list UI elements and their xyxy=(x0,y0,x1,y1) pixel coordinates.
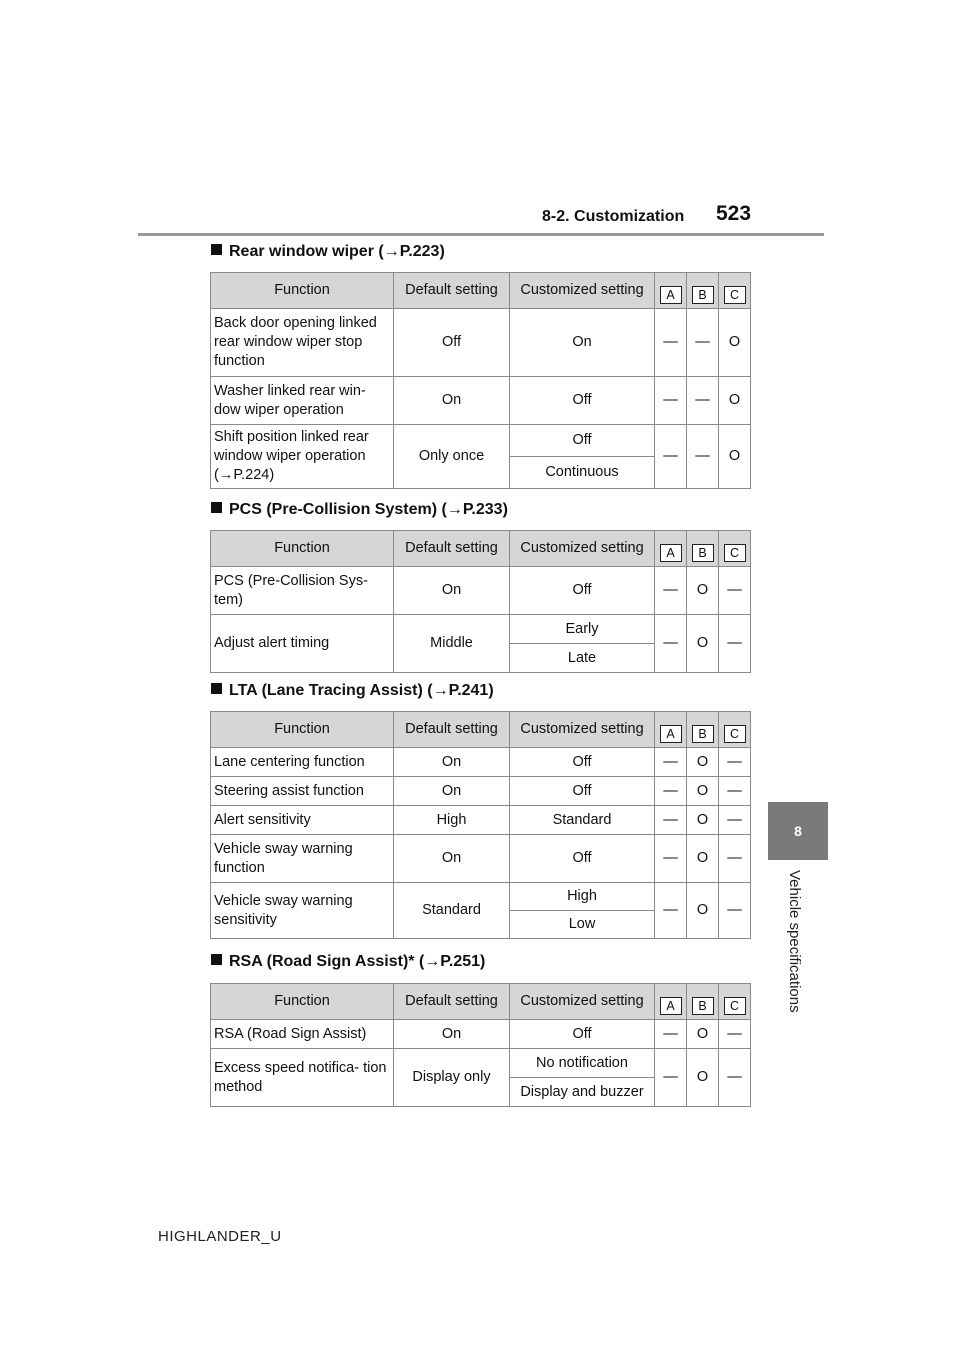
function-cell: Washer linked rear win- dow wiper operation xyxy=(211,377,394,425)
mark-a-cell: — xyxy=(655,777,687,806)
col-default: Default setting xyxy=(394,984,510,1020)
table-row xyxy=(211,1049,751,1078)
table-row xyxy=(211,883,751,911)
col-b-label: B xyxy=(692,997,714,1015)
mark-a-cell: — xyxy=(655,309,687,377)
mark-b-cell: — xyxy=(687,309,719,377)
col-b-label: B xyxy=(692,286,714,304)
mark-b-cell: O xyxy=(687,835,719,883)
function-cell: Shift position linked rear window wiper operation (→P.224) xyxy=(211,425,394,489)
default-cell: Off xyxy=(394,309,510,377)
default-cell: Middle xyxy=(394,615,510,673)
col-b xyxy=(687,531,719,567)
square-bullet-icon xyxy=(211,244,222,255)
heading-text: PCS (Pre-Collision System) (→P.233) xyxy=(229,501,508,518)
mark-b-cell: O xyxy=(687,806,719,835)
mark-c-cell: — xyxy=(719,806,751,835)
col-default: Default setting xyxy=(394,531,510,567)
header-row xyxy=(211,273,751,309)
mark-b-cell: O xyxy=(687,748,719,777)
mark-c-cell: O xyxy=(719,377,751,425)
table-row xyxy=(211,748,751,777)
col-a xyxy=(655,531,687,567)
customized-cell: Off xyxy=(510,377,655,425)
col-customized: Customized setting xyxy=(510,273,655,309)
function-cell: Steering assist function xyxy=(211,777,394,806)
mark-a-cell: — xyxy=(655,748,687,777)
col-c xyxy=(719,531,751,567)
customized-cell: Early xyxy=(510,615,655,644)
table-row xyxy=(211,615,751,644)
customized-cell: Off xyxy=(510,748,655,777)
mark-b-cell: O xyxy=(687,567,719,615)
default-cell: On xyxy=(394,377,510,425)
customized-cell: Off xyxy=(510,567,655,615)
customized-cell: Late xyxy=(510,644,655,673)
mark-c-cell: — xyxy=(719,835,751,883)
col-function: Function xyxy=(211,273,394,309)
mark-c-cell: — xyxy=(719,1020,751,1049)
table-pcs xyxy=(210,530,751,673)
header-title: 8-2. Customization xyxy=(542,208,685,225)
customized-cell: High xyxy=(510,883,655,911)
col-b-label: B xyxy=(692,725,714,743)
mark-b-cell: O xyxy=(687,615,719,673)
col-a xyxy=(655,712,687,748)
mark-a-cell: — xyxy=(655,1020,687,1049)
col-c-label: C xyxy=(724,997,746,1015)
default-cell: Only once xyxy=(394,425,510,489)
heading-text: Rear window wiper (→P.223) xyxy=(229,243,445,260)
table-row xyxy=(211,835,751,883)
customized-cell: Continuous xyxy=(510,457,655,489)
col-default: Default setting xyxy=(394,712,510,748)
col-a xyxy=(655,273,687,309)
mark-c-cell: — xyxy=(719,883,751,939)
customized-cell: Display and buzzer xyxy=(510,1078,655,1107)
default-cell: On xyxy=(394,567,510,615)
col-c-label: C xyxy=(724,286,746,304)
section-side-label: Vehicle specifications xyxy=(786,870,803,1013)
col-a-label: A xyxy=(660,725,682,743)
customized-cell: No notification xyxy=(510,1049,655,1078)
mark-b-cell: O xyxy=(687,883,719,939)
col-customized: Customized setting xyxy=(510,712,655,748)
section-heading-lta xyxy=(211,682,494,700)
section-heading-rsa xyxy=(211,953,485,971)
mark-a-cell: — xyxy=(655,377,687,425)
table-rsa xyxy=(210,983,751,1107)
mark-a-cell: — xyxy=(655,835,687,883)
col-b-label: B xyxy=(692,544,714,562)
table-row xyxy=(211,425,751,457)
mark-a-cell: — xyxy=(655,883,687,939)
default-cell: Display only xyxy=(394,1049,510,1107)
mark-b-cell: O xyxy=(687,1049,719,1107)
customized-cell: Off xyxy=(510,777,655,806)
mark-a-cell: — xyxy=(655,1049,687,1107)
col-c xyxy=(719,712,751,748)
default-cell: On xyxy=(394,835,510,883)
col-b xyxy=(687,712,719,748)
col-default: Default setting xyxy=(394,273,510,309)
section-heading-rear-wiper xyxy=(211,243,445,261)
col-c xyxy=(719,273,751,309)
mark-b-cell: — xyxy=(687,377,719,425)
customized-cell: Off xyxy=(510,1020,655,1049)
customized-cell: Standard xyxy=(510,806,655,835)
default-cell: On xyxy=(394,777,510,806)
table-row xyxy=(211,1020,751,1049)
table-rear-wiper xyxy=(210,272,751,489)
heading-text: LTA (Lane Tracing Assist) (→P.241) xyxy=(229,682,494,699)
header-row xyxy=(211,712,751,748)
function-cell: Vehicle sway warning sensitivity xyxy=(211,883,394,939)
mark-c-cell: O xyxy=(719,425,751,489)
function-cell: Adjust alert timing xyxy=(211,615,394,673)
customized-cell: Low xyxy=(510,911,655,939)
mark-a-cell: — xyxy=(655,806,687,835)
header-rule xyxy=(138,233,824,236)
col-a-label: A xyxy=(660,544,682,562)
table-row xyxy=(211,777,751,806)
mark-b-cell: — xyxy=(687,425,719,489)
default-cell: On xyxy=(394,1020,510,1049)
section-number-tab: 8 xyxy=(768,802,828,860)
table-row xyxy=(211,567,751,615)
mark-c-cell: — xyxy=(719,615,751,673)
customized-cell: Off xyxy=(510,835,655,883)
table-row xyxy=(211,309,751,377)
col-b xyxy=(687,984,719,1020)
section-heading-pcs xyxy=(211,501,508,519)
square-bullet-icon xyxy=(211,954,222,965)
mark-b-cell: O xyxy=(687,777,719,806)
col-c-label: C xyxy=(724,725,746,743)
col-a-label: A xyxy=(660,997,682,1015)
col-function: Function xyxy=(211,984,394,1020)
header-row xyxy=(211,531,751,567)
table-lta xyxy=(210,711,751,939)
mark-c-cell: — xyxy=(719,777,751,806)
square-bullet-icon xyxy=(211,683,222,694)
col-function: Function xyxy=(211,712,394,748)
function-cell: RSA (Road Sign Assist) xyxy=(211,1020,394,1049)
default-cell: High xyxy=(394,806,510,835)
header-row xyxy=(211,984,751,1020)
col-a xyxy=(655,984,687,1020)
default-cell: Standard xyxy=(394,883,510,939)
heading-text: RSA (Road Sign Assist)* (→P.251) xyxy=(229,953,486,970)
mark-c-cell: O xyxy=(719,309,751,377)
mark-c-cell: — xyxy=(719,748,751,777)
function-cell: Vehicle sway warning function xyxy=(211,835,394,883)
function-cell: PCS (Pre-Collision Sys- tem) xyxy=(211,567,394,615)
default-cell: On xyxy=(394,748,510,777)
function-cell: Excess speed notifica- tion method xyxy=(211,1049,394,1107)
customized-cell: On xyxy=(510,309,655,377)
page-number: 523 xyxy=(716,202,752,225)
mark-a-cell: — xyxy=(655,425,687,489)
col-customized: Customized setting xyxy=(510,984,655,1020)
function-cell: Lane centering function xyxy=(211,748,394,777)
square-bullet-icon xyxy=(211,502,222,513)
col-b xyxy=(687,273,719,309)
function-cell: Alert sensitivity xyxy=(211,806,394,835)
col-function: Function xyxy=(211,531,394,567)
customized-cell: Off xyxy=(510,425,655,457)
col-customized: Customized setting xyxy=(510,531,655,567)
col-c-label: C xyxy=(724,544,746,562)
mark-a-cell: — xyxy=(655,567,687,615)
mark-c-cell: — xyxy=(719,1049,751,1107)
mark-c-cell: — xyxy=(719,567,751,615)
function-cell: Back door opening linked rear window wiper stop function xyxy=(211,309,394,377)
col-a-label: A xyxy=(660,286,682,304)
mark-b-cell: O xyxy=(687,1020,719,1049)
table-row xyxy=(211,377,751,425)
footer-model: HIGHLANDER_U xyxy=(158,1228,282,1245)
col-c xyxy=(719,984,751,1020)
mark-a-cell: — xyxy=(655,615,687,673)
table-row xyxy=(211,806,751,835)
